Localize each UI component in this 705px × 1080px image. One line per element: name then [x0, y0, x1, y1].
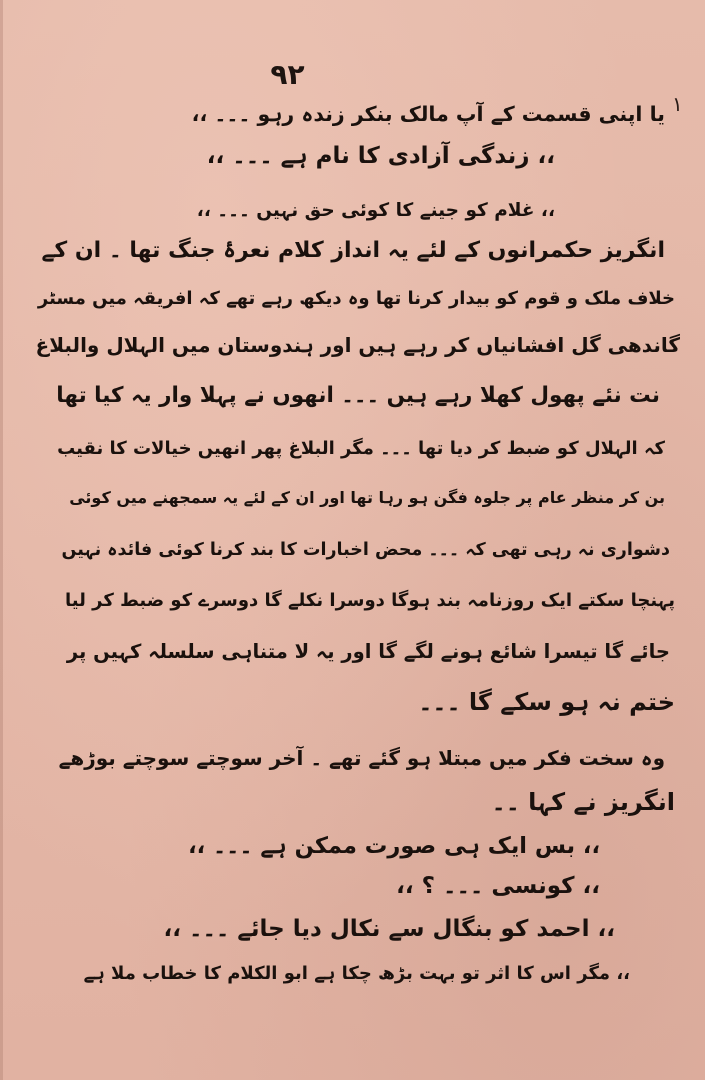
text-line: نت نئے پھول کھلا رہے ہیں ۔۔۔ انھوں نے پہلا وار یہ کیا تھا — [56, 383, 660, 408]
text-line: انگریز نے کہا ۔۔ — [491, 788, 675, 816]
margin-mark: ١ — [672, 92, 683, 116]
text-line: ختم نہ ہو سکے گا ۔۔۔ — [418, 688, 675, 716]
text-line: جائے گا تیسرا شائع ہونے لگے گا اور یہ لا متناہی سلسلہ کہیں پر — [66, 640, 670, 663]
text-line: ،، بس ایک ہی صورت ممکن ہے ۔۔۔ ،، — [188, 833, 600, 859]
text-line: پہنچا سکتے ایک روزنامہ بند ہوگا دوسرا نکلے گا دوسرے کو ضبط کر لیا — [65, 590, 675, 611]
text-line: ،، احمد کو بنگال سے نکال دیا جائے ۔۔۔ ،، — [163, 916, 615, 942]
text-line: انگریز حکمرانوں کے لئے یہ انداز کلام نعرۂ جنگ تھا ۔ ان کے — [41, 238, 665, 263]
page-number: ۹۲ — [270, 58, 305, 91]
text-line: خلاف ملک و قوم کو بیدار کرنا تھا وہ دیکھ رہے تھے کہ افریقہ میں مسٹر — [37, 288, 675, 309]
text-line: ،، زندگی آزادی کا نام ہے ۔۔۔ ،، — [206, 143, 555, 169]
text-line: ،، کونسی ۔۔۔ ؟ ،، — [396, 873, 600, 899]
text-line: کہ الہلال کو ضبط کر دیا تھا ۔۔۔ مگر البلاغ پھر انھیں خیالات کا نقیب — [57, 438, 665, 459]
text-line: گاندھی گل افشانیاں کر رہے ہیں اور ہندوستان میں الہلال والبلاغ — [35, 333, 680, 357]
text-line: ،، مگر اس کا اثر تو بہت بڑھ چکا ہے ابو الکلام کا خطاب ملا ہے — [83, 963, 630, 984]
text-line: یا اپنی قسمت کے آپ مالک بنکر زندہ رہو ۔۔۔ ،، — [191, 102, 665, 126]
text-line: وہ سخت فکر میں مبتلا ہو گئے تھے ۔ آخر سوچتے سوچتے بوڑھے — [58, 746, 665, 770]
text-line: دشواری نہ رہی تھی کہ ۔۔۔ محض اخبارات کا بند کرنا کوئی فائدہ نہیں — [61, 540, 670, 560]
text-line: بن کر منظر عام پر جلوہ فگن ہو رہا تھا اور ان کے لئے یہ سمجھنے میں کوئی — [69, 488, 665, 507]
text-line: ،، غلام کو جینے کا کوئی حق نہیں ۔۔۔ ،، — [196, 200, 555, 221]
